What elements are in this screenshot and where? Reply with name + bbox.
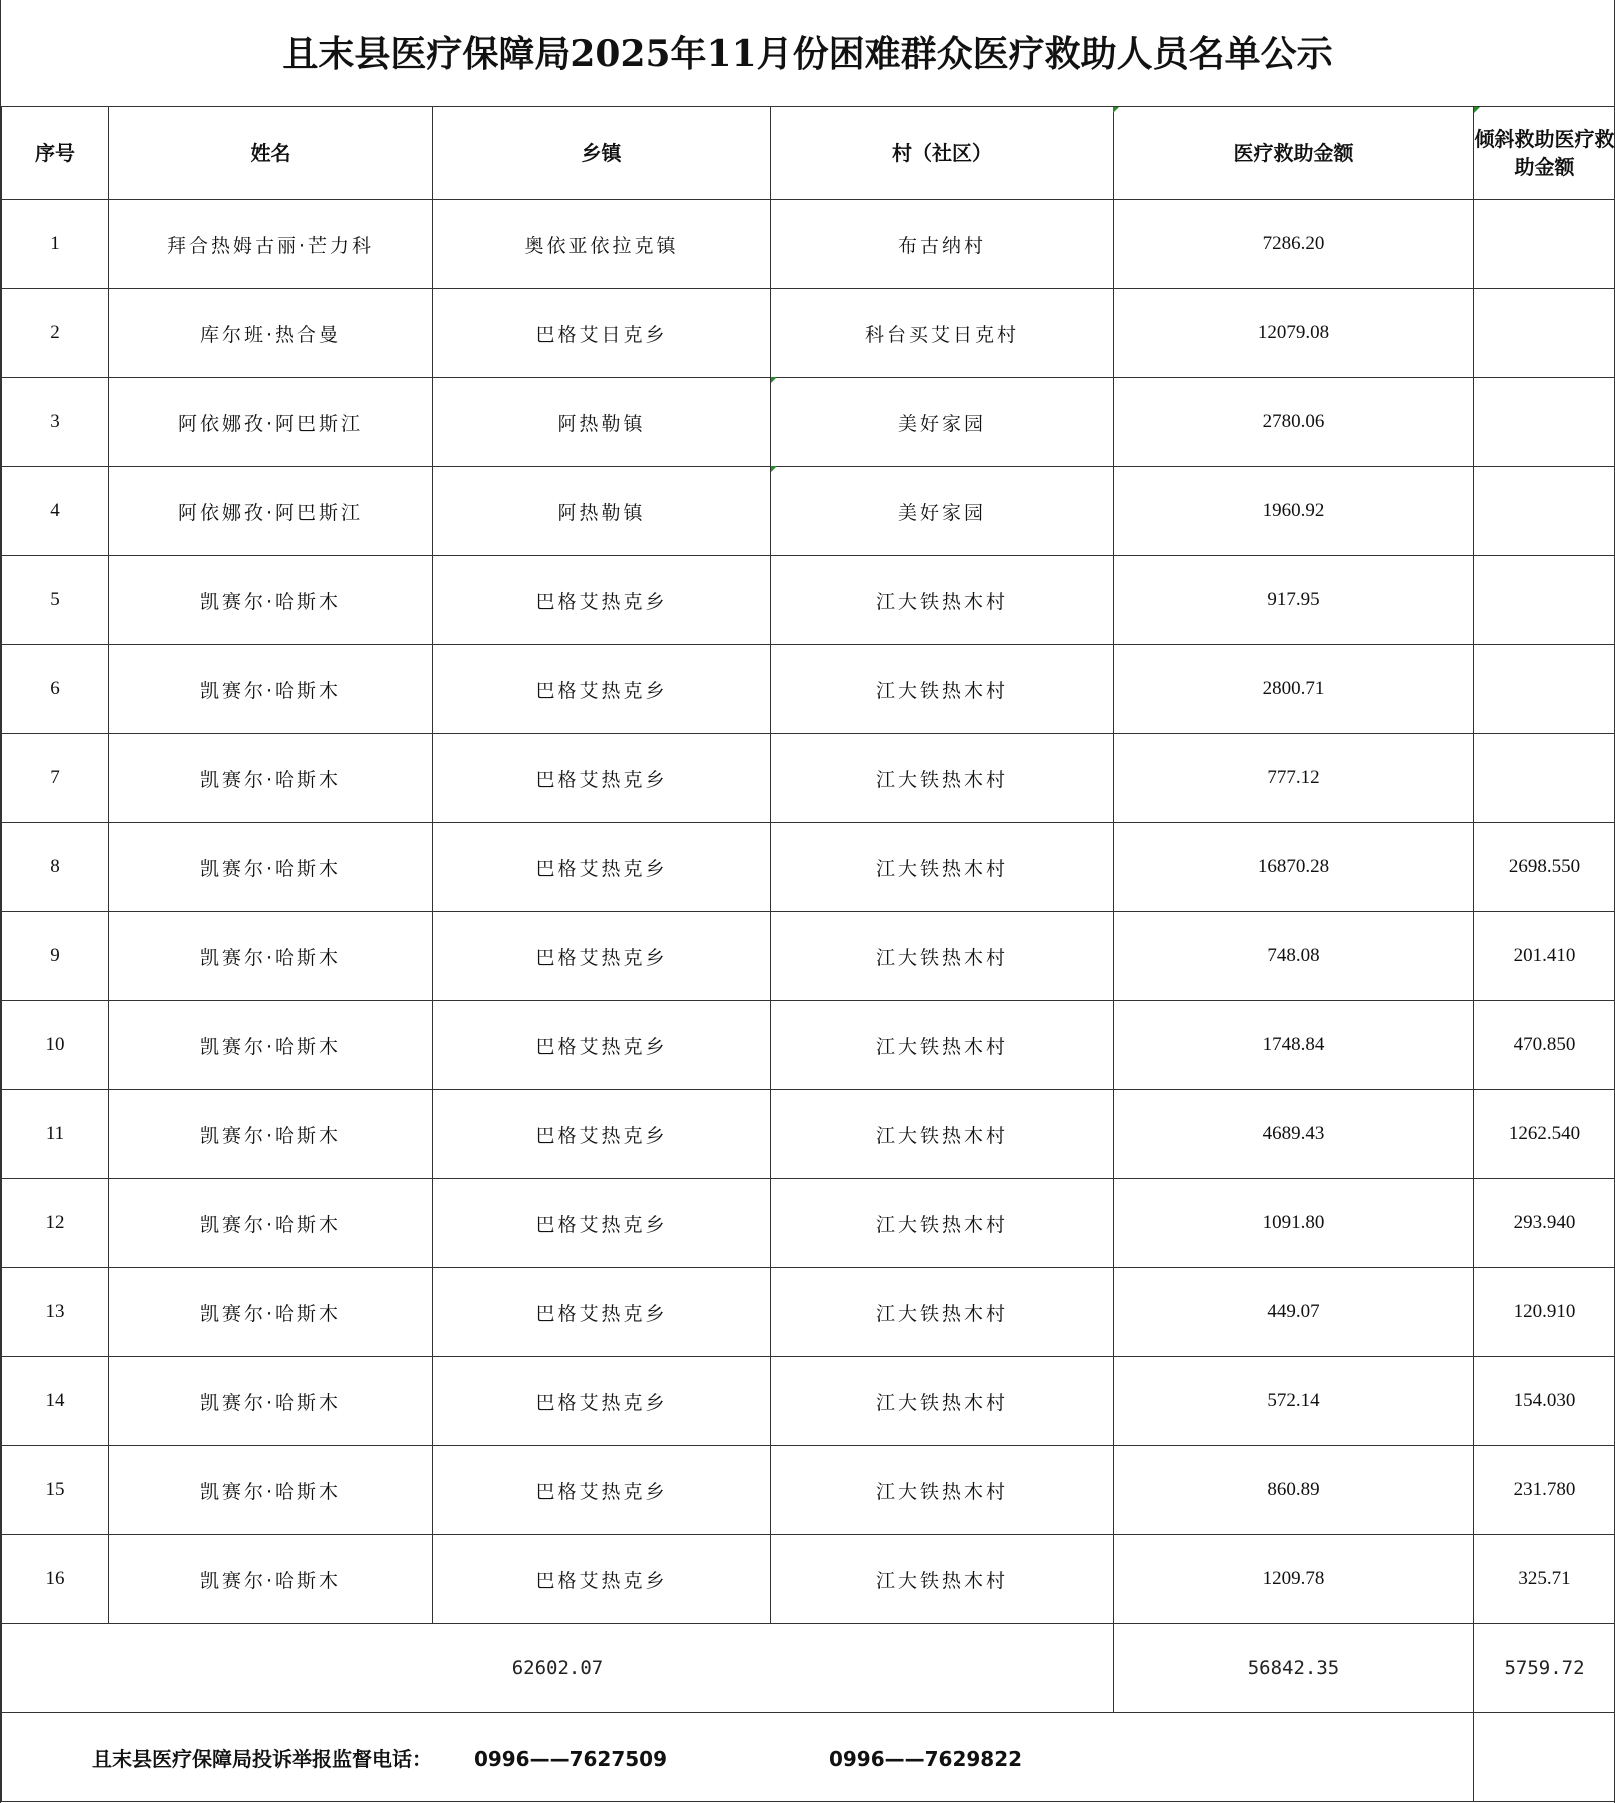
- row-name-cell: 阿依娜孜·阿巴斯江: [109, 378, 433, 467]
- row-tilted-amount-cell: [1474, 645, 1615, 734]
- row-township-cell: 巴格艾热克乡: [433, 1268, 771, 1357]
- row-village-cell: 江大铁热木村: [771, 1268, 1114, 1357]
- table-row: [2, 1357, 1615, 1446]
- row-amount-cell: 1748.84: [1114, 1001, 1474, 1090]
- cell-marker-header-tilted: [1474, 107, 1480, 113]
- row-index-cell: 1: [2, 200, 109, 289]
- row-index-cell: 8: [2, 823, 109, 912]
- tilted-total-cell: 5759.72: [1474, 1624, 1615, 1713]
- table-header-row: [2, 107, 1615, 200]
- row-township-cell: 巴格艾热克乡: [433, 734, 771, 823]
- table-row: [2, 200, 1615, 289]
- row-township-cell: 巴格艾热克乡: [433, 1446, 771, 1535]
- row-township-cell: 阿热勒镇: [433, 467, 771, 556]
- table-row: [2, 912, 1615, 1001]
- row-township-cell: 阿热勒镇: [433, 378, 771, 467]
- table-body: [2, 200, 1615, 1624]
- row-amount-cell: 7286.20: [1114, 200, 1474, 289]
- row-amount-cell: 16870.28: [1114, 823, 1474, 912]
- row-index-cell: 13: [2, 1268, 109, 1357]
- hotline-label: 且末县医疗保障局投诉举报监督电话：: [92, 1746, 432, 1771]
- row-township-cell: 奥依亚依拉克镇: [433, 200, 771, 289]
- row-name-cell: 拜合热姆古丽·芒力科: [109, 200, 433, 289]
- row-amount-cell: 1960.92: [1114, 467, 1474, 556]
- row-index-cell: 4: [2, 467, 109, 556]
- hotline-phone-1: 0996——7627509: [473, 1746, 668, 1771]
- row-township-cell: 巴格艾热克乡: [433, 1179, 771, 1268]
- row-tilted-amount-cell: 201.410: [1474, 912, 1615, 1001]
- totals-row: [2, 1624, 1615, 1713]
- row-index-cell: 14: [2, 1357, 109, 1446]
- row-township-cell: 巴格艾日克乡: [433, 289, 771, 378]
- row-amount-cell: 2780.06: [1114, 378, 1474, 467]
- row-tilted-amount-cell: [1474, 200, 1615, 289]
- row-tilted-amount-cell: [1474, 289, 1615, 378]
- row-tilted-amount-cell: 325.71: [1474, 1535, 1615, 1624]
- row-township-cell: 巴格艾热克乡: [433, 1357, 771, 1446]
- row-village-cell: 布古纳村: [771, 200, 1114, 289]
- row-index-cell: 15: [2, 1446, 109, 1535]
- row-village-cell: 江大铁热木村: [771, 1090, 1114, 1179]
- row-amount-cell: 1091.80: [1114, 1179, 1474, 1268]
- row-village-cell: 江大铁热木村: [771, 1357, 1114, 1446]
- row-township-cell: 巴格艾热克乡: [433, 1535, 771, 1624]
- row-tilted-amount-cell: [1474, 556, 1615, 645]
- row-township-cell: 巴格艾热克乡: [433, 1090, 771, 1179]
- table-row: [2, 378, 1615, 467]
- row-index-cell: 12: [2, 1179, 109, 1268]
- row-village-cell: 江大铁热木村: [771, 645, 1114, 734]
- table-row: [2, 289, 1615, 378]
- row-name-cell: 凯赛尔·哈斯木: [109, 645, 433, 734]
- row-name-cell: 凯赛尔·哈斯木: [109, 1446, 433, 1535]
- header-amount: 医疗救助金额: [1114, 107, 1474, 200]
- complaint-hotline-cell: [2, 1713, 1474, 1802]
- row-township-cell: 巴格艾热克乡: [433, 1001, 771, 1090]
- table-row: [2, 645, 1615, 734]
- row-index-cell: 2: [2, 289, 109, 378]
- row-name-cell: 凯赛尔·哈斯木: [109, 1001, 433, 1090]
- table-row: [2, 1268, 1615, 1357]
- row-amount-cell: 2800.71: [1114, 645, 1474, 734]
- table-row: [2, 1001, 1615, 1090]
- row-tilted-amount-cell: 2698.550: [1474, 823, 1615, 912]
- row-tilted-amount-cell: 120.910: [1474, 1268, 1615, 1357]
- row-amount-cell: 860.89: [1114, 1446, 1474, 1535]
- row-tilted-amount-cell: [1474, 378, 1615, 467]
- cell-marker-row4-village: [771, 466, 777, 472]
- table-row: [2, 556, 1615, 645]
- cell-marker-header-amount: [1113, 107, 1119, 113]
- header-village: 村（社区）: [771, 107, 1114, 200]
- complaint-hotline: [2, 1743, 1022, 1772]
- row-village-cell: 科台买艾日克村: [771, 289, 1114, 378]
- row-amount-cell: 572.14: [1114, 1357, 1474, 1446]
- row-village-cell: 江大铁热木村: [771, 556, 1114, 645]
- row-village-cell: 江大铁热木村: [771, 1535, 1114, 1624]
- row-township-cell: 巴格艾热克乡: [433, 912, 771, 1001]
- header-name: 姓名: [109, 107, 433, 200]
- row-name-cell: 凯赛尔·哈斯木: [109, 1535, 433, 1624]
- table-row: [2, 1446, 1615, 1535]
- footer-row: [2, 1713, 1615, 1802]
- row-index-cell: 9: [2, 912, 109, 1001]
- row-tilted-amount-cell: 293.940: [1474, 1179, 1615, 1268]
- row-village-cell: 江大铁热木村: [771, 823, 1114, 912]
- row-village-cell: 江大铁热木村: [771, 734, 1114, 823]
- table-row: [2, 1090, 1615, 1179]
- table-row: [2, 734, 1615, 823]
- amount-total-cell: 56842.35: [1114, 1624, 1474, 1713]
- row-tilted-amount-cell: 1262.540: [1474, 1090, 1615, 1179]
- row-tilted-amount-cell: 231.780: [1474, 1446, 1615, 1535]
- row-amount-cell: 777.12: [1114, 734, 1474, 823]
- row-name-cell: 凯赛尔·哈斯木: [109, 1090, 433, 1179]
- row-township-cell: 巴格艾热克乡: [433, 556, 771, 645]
- table-row: [2, 823, 1615, 912]
- header-tilted-amount: 倾斜救助医疗救助金额: [1474, 107, 1615, 200]
- row-name-cell: 阿依娜孜·阿巴斯江: [109, 467, 433, 556]
- row-index-cell: 6: [2, 645, 109, 734]
- row-index-cell: 16: [2, 1535, 109, 1624]
- grand-total-cell: 62602.07: [2, 1624, 1114, 1713]
- row-village-cell: 江大铁热木村: [771, 912, 1114, 1001]
- row-index-cell: 7: [2, 734, 109, 823]
- row-village-cell: 江大铁热木村: [771, 1001, 1114, 1090]
- header-index: 序号: [2, 107, 109, 200]
- table-row: [2, 1535, 1615, 1624]
- page-title: 且末县医疗保障局2025年11月份困难群众医疗救助人员名单公示: [282, 33, 1333, 75]
- header-township: 乡镇: [433, 107, 771, 200]
- footer-empty-cell: [1474, 1713, 1615, 1802]
- row-tilted-amount-cell: [1474, 467, 1615, 556]
- row-village-cell: 美好家园: [771, 467, 1114, 556]
- row-name-cell: 凯赛尔·哈斯木: [109, 1179, 433, 1268]
- row-index-cell: 10: [2, 1001, 109, 1090]
- table-row: [2, 1179, 1615, 1268]
- row-index-cell: 11: [2, 1090, 109, 1179]
- row-township-cell: 巴格艾热克乡: [433, 645, 771, 734]
- row-village-cell: 江大铁热木村: [771, 1179, 1114, 1268]
- row-name-cell: 凯赛尔·哈斯木: [109, 1357, 433, 1446]
- row-township-cell: 巴格艾热克乡: [433, 823, 771, 912]
- hotline-phone-2: 0996——7629822: [828, 1746, 1023, 1771]
- row-name-cell: 凯赛尔·哈斯木: [109, 734, 433, 823]
- row-amount-cell: 12079.08: [1114, 289, 1474, 378]
- row-tilted-amount-cell: [1474, 734, 1615, 823]
- row-name-cell: 凯赛尔·哈斯木: [109, 1268, 433, 1357]
- row-name-cell: 凯赛尔·哈斯木: [109, 556, 433, 645]
- row-amount-cell: 917.95: [1114, 556, 1474, 645]
- relief-roster-table: [1, 106, 1615, 1802]
- row-tilted-amount-cell: 154.030: [1474, 1357, 1615, 1446]
- table-row: [2, 467, 1615, 556]
- row-village-cell: 江大铁热木村: [771, 1446, 1114, 1535]
- row-amount-cell: 4689.43: [1114, 1090, 1474, 1179]
- row-index-cell: 3: [2, 378, 109, 467]
- row-village-cell: 美好家园: [771, 378, 1114, 467]
- row-index-cell: 5: [2, 556, 109, 645]
- row-amount-cell: 1209.78: [1114, 1535, 1474, 1624]
- row-tilted-amount-cell: 470.850: [1474, 1001, 1615, 1090]
- row-name-cell: 库尔班·热合曼: [109, 289, 433, 378]
- cell-marker-row3-village: [771, 377, 777, 383]
- row-amount-cell: 748.08: [1114, 912, 1474, 1001]
- row-amount-cell: 449.07: [1114, 1268, 1474, 1357]
- row-name-cell: 凯赛尔·哈斯木: [109, 823, 433, 912]
- row-name-cell: 凯赛尔·哈斯木: [109, 912, 433, 1001]
